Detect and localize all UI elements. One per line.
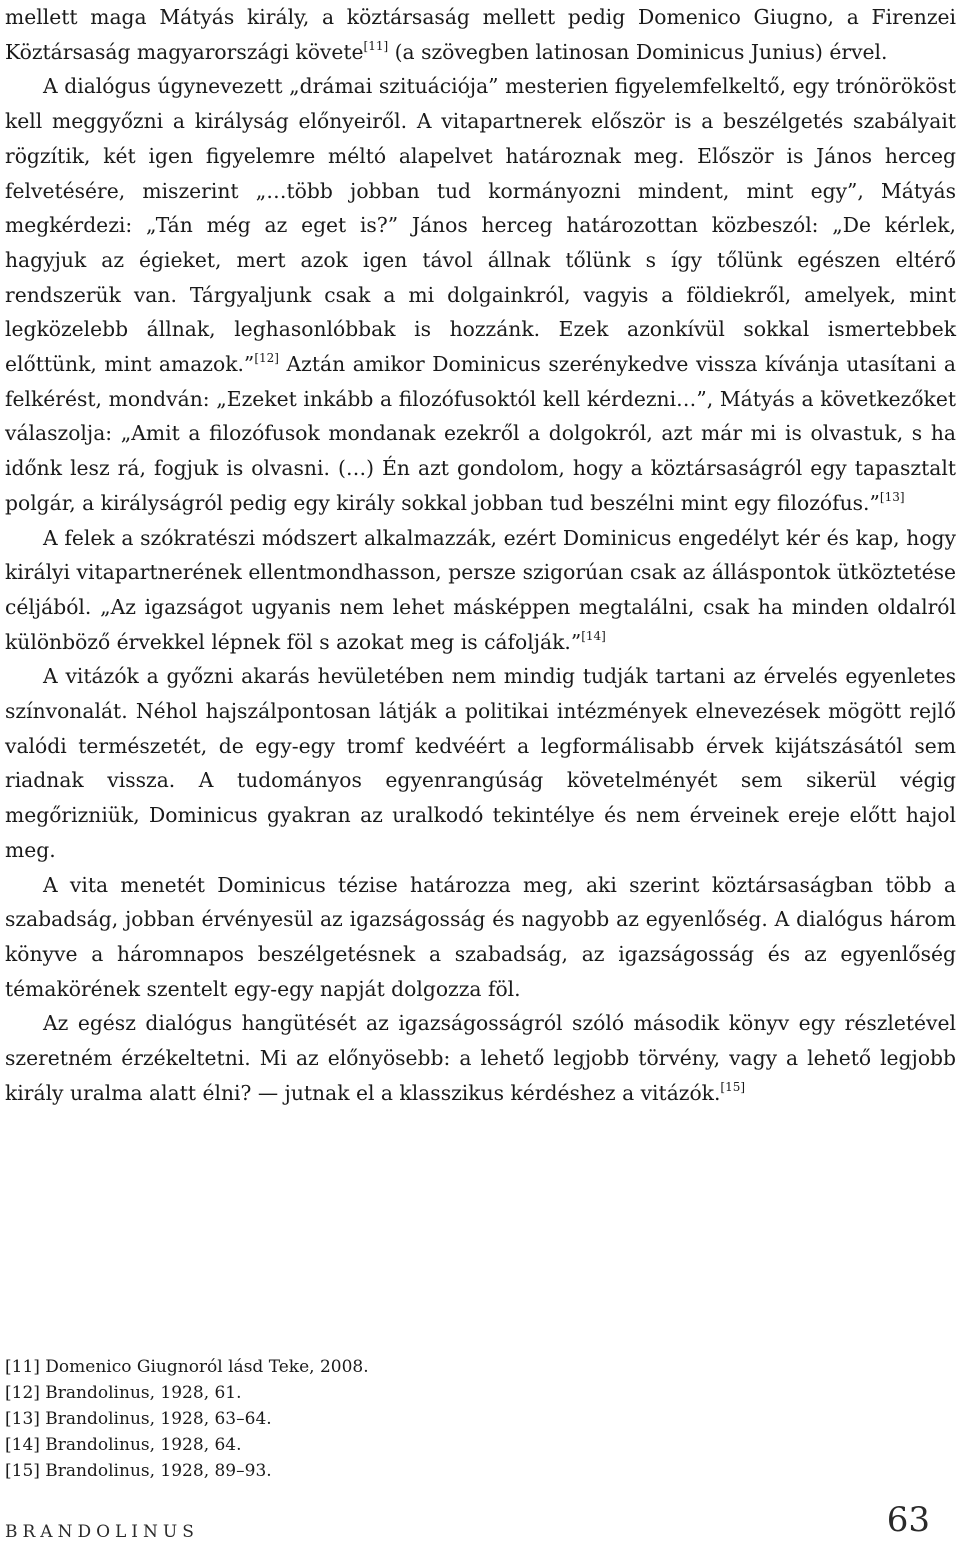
footnote-reference: [11] [363, 38, 389, 53]
paragraph-text: A vitázók a győzni akarás hevületében nem mindig tudják tartani az érvelés egyenletes színvonalát. Néhol hajszálpontosan látják a politikai intézmények elnevezések mögött rejlő valódi természetét, de egy-egy tromf kedvéért a legformálisabb érvek kijátszásától sem riadnak vissza. A tudományos egyenrangúság követelményét sem sikerül végig megőrizniük, Dominicus gyakran az uralkodó tekintélye és nem érveinek ereje előtt hajol meg. [5, 664, 956, 862]
paragraph [5, 868, 956, 1007]
footnote-reference: [12] [254, 351, 279, 366]
footnote-reference: [13] [879, 489, 905, 504]
footnote: [15] Brandolinus, 1928, 89–93. [5, 1461, 272, 1481]
paragraph-text: Aztán amikor Dominicus szerénykedve vissza kívánja utasítani a felkérést, mondván: „Ezeket inkább a filozófusoktól kell kérdezni…”, Mátyás a következőket válaszolja: „Amit a filozófusok mondanak ezekről a dolgokról, azt már mi is olvastuk, s ha időnk lesz rá, fogjuk is olvasni. (…) Én azt gondolom, hogy a köztársaságról egy tapasztalt polgár, a királyságról pedig egy király sokkal jobban tud beszélni mint egy filozófus.” [5, 352, 956, 515]
footnote-reference: [15] [720, 1079, 746, 1094]
paragraph-text: A vita menetét Dominicus tézise határozza meg, aki szerint köztársaságban több a szabadság, jobban érvényesül az igazságosság és nagyobb az egyenlőség. A dialógus három könyve a háromnapos beszélgetésnek a szabadság, az igazságosság és az egyenlőség témakörének szentelt egy-egy napját dolgozza föl. [5, 872, 956, 1001]
footnote: [14] Brandolinus, 1928, 64. [5, 1435, 242, 1455]
paragraph-text: A dialógus úgynevezett „drámai szituációja” mesterien figyelemfelkeltő, egy trónörököst kell meggyőzni a királyság előnyeiről. A vitapartnerek először is a beszélgetés szabályait rögzítik, két igen figyelemre méltó alapelvet határoznak meg. Először is János herceg felvetésére, miszerint „…több jobban tud kormányozni mindent, mint egy”, Mátyás megkérdezi: „Tán még az eget is?” János herceg határozottan közbeszól: „De kérlek, hagyjuk az égieket, mert azok igen távol állnak tőlünk s így tőlünk egészen eltérő rendszerük van. Tárgyaljunk csak a mi dolgainkról, vagyis a földiekről, amelyek, mint legközelebb állnak, leghasonlóbbak is hozzánk. Ezek azonkívül sokkal ismertebbek előttünk, mint amazok.” [5, 74, 956, 377]
running-head: BRANDOLINUS [5, 1522, 199, 1542]
footnote-reference: [14] [581, 628, 606, 643]
document-page [5, 0, 956, 1554]
paragraph [5, 659, 956, 867]
footnote: [13] Brandolinus, 1928, 63–64. [5, 1409, 272, 1429]
footnote: [12] Brandolinus, 1928, 61. [5, 1383, 242, 1403]
paragraph [5, 521, 956, 660]
page-number: 63 [886, 1500, 930, 1540]
paragraph-text: A felek a szókratészi módszert alkalmazzák, ezért Dominicus engedélyt kér és kap, hogy királyi vitapartnerének ellentmondhasson, persze szigorúan csak az álláspontok ütköztetése céljából. „Az igazságot ugyanis nem lehet másképpen megtalálni, csak ha minden oldalról különböző érvekkel lépnek föl s azokat meg is cáfolják.” [5, 525, 956, 654]
paragraph [5, 1006, 956, 1110]
paragraph [5, 0, 956, 69]
paragraph-text: (a szövegben latinosan Dominicus Junius) érvel. [388, 39, 888, 64]
paragraph-text: mellett maga Mátyás király, a köztársaság mellett pedig Domenico Giugno, a Firenzei Köztársaság magyarországi követe [5, 5, 956, 64]
footnotes [5, 1354, 369, 1484]
body-text [5, 0, 956, 1111]
paragraph [5, 69, 956, 520]
footnote: [11] Domenico Giugnoról lásd Teke, 2008. [5, 1357, 369, 1377]
paragraph-text: Az egész dialógus hangütését az igazságosságról szóló második könyv egy részletével szeretném érzékeltetni. Mi az előnyösebb: a lehető legjobb törvény, vagy a lehető legjobb király uralma alatt élni? — jutnak el a klasszikus kérdéshez a vitázók. [5, 1011, 956, 1105]
